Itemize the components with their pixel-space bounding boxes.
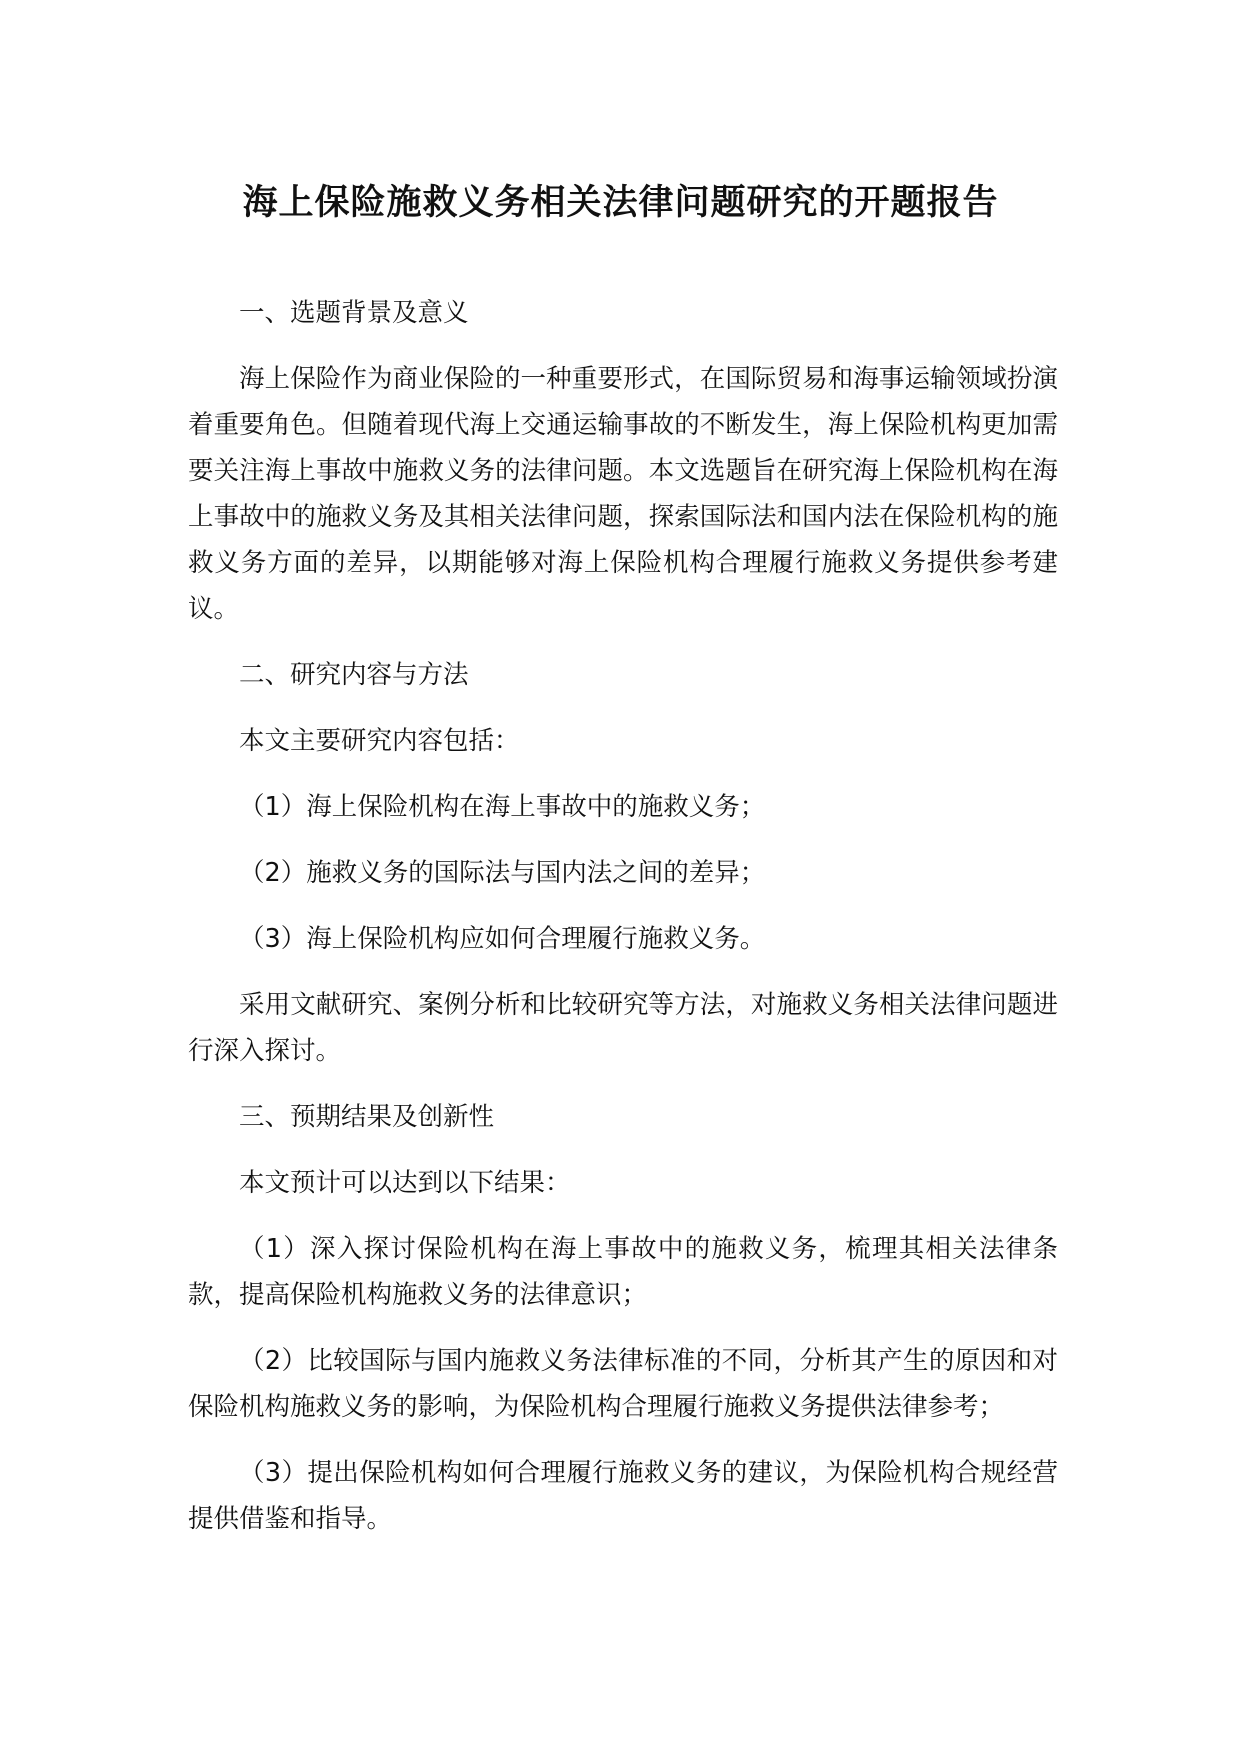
paragraph-content-intro: 本文主要研究内容包括： [239,726,520,756]
list-item: （2）比较国际与国内施救义务法律标准的不同，分析其产生的原因和对保险机构施救义务的影响，为保险机构合理履行施救义务提供法律参考； [188,1346,1058,1422]
list-item: （1）深入探讨保险机构在海上事故中的施救义务，梳理其相关法律条款，提高保险机构施救义务的法律意识； [188,1234,1058,1310]
list-item: （1）海上保险机构在海上事故中的施救义务； [239,792,766,822]
section-heading-content-method: 二、研究内容与方法 [239,660,469,690]
paragraph-background: 海上保险作为商业保险的一种重要形式，在国际贸易和海事运输领域扮演着重要角色。但随着现代海上交通运输事故的不断发生，海上保险机构更加需要关注海上事故中施救义务的法律问题。本文选题旨在研究海上保险机构在海上事故中的施救义务及其相关法律问题，探索国际法和国内法在保险机构的施救义务方面的差异，以期能够对海上保险机构合理履行施救义务提供参考建议。 [188,364,1058,624]
document-body [188,290,1058,1562]
section-heading-results: 三、预期结果及创新性 [239,1102,495,1132]
paragraph-results-intro: 本文预计可以达到以下结果： [239,1168,571,1198]
list-item: （3）海上保险机构应如何合理履行施救义务。 [239,924,766,954]
list-item: （3）提出保险机构如何合理履行施救义务的建议，为保险机构合规经营提供借鉴和指导。 [188,1458,1058,1534]
document-title: 海上保险施救义务相关法律问题研究的开题报告 [242,183,999,223]
section-heading-background: 一、选题背景及意义 [239,298,469,328]
list-item: （2）施救义务的国际法与国内法之间的差异； [239,858,766,888]
paragraph-methods: 采用文献研究、案例分析和比较研究等方法，对施救义务相关法律问题进行深入探讨。 [188,990,1058,1066]
